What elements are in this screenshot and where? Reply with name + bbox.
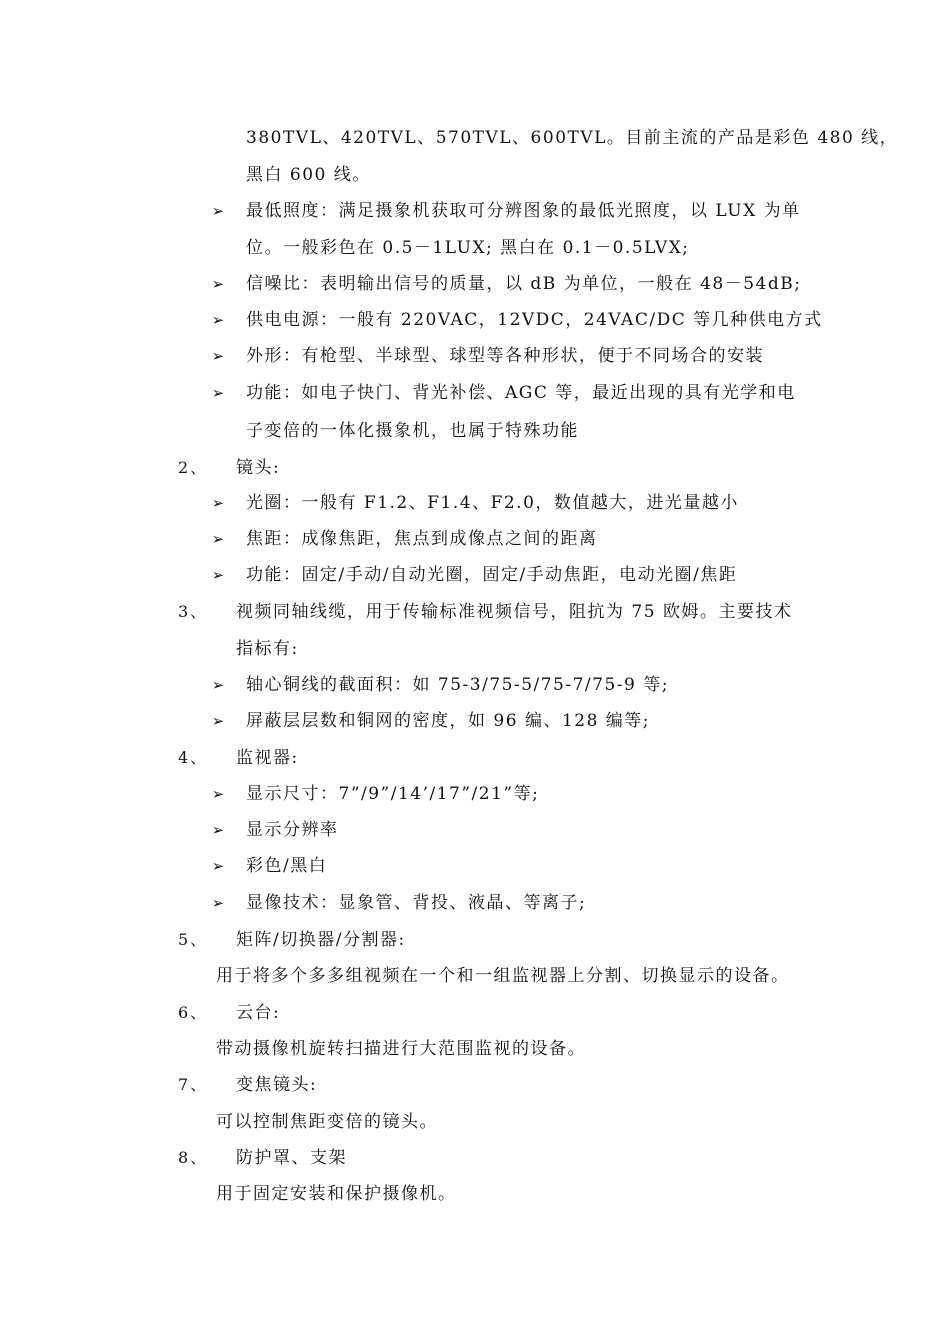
bullet-item-text: 轴心铜线的截面积：如 75-3/75-5/75-7/75-9 等; [246, 675, 669, 695]
bullet-item-text: 显示分辨率 [246, 820, 339, 840]
text-line: 指标有: [236, 639, 299, 659]
bullet-arrow-icon: ➢ [211, 202, 225, 220]
bullet-item-text: 显示尺寸：7”/9”/14’/17”/21”等; [246, 784, 540, 804]
text-line: 带动摄像机旋转扫描进行大范围监视的设备。 [216, 1039, 586, 1059]
list-number: 7、 [178, 1075, 209, 1094]
list-number: 5、 [178, 930, 209, 949]
bullet-arrow-icon: ➢ [211, 530, 225, 548]
bullet-item-text: 功能：固定/手动/自动光圈，固定/手动焦距，电动光圈/焦距 [246, 565, 738, 585]
bullet-arrow-icon: ➢ [211, 311, 225, 329]
section-heading: 变焦镜头: [236, 1075, 318, 1095]
bullet-arrow-icon: ➢ [211, 275, 225, 293]
text-line: 子变倍的一体化摄象机，也属于特殊功能 [246, 421, 579, 441]
bullet-arrow-icon: ➢ [211, 384, 225, 402]
text-line: 可以控制焦距变倍的镜头。 [216, 1112, 438, 1132]
list-number: 8、 [178, 1148, 209, 1167]
list-number: 4、 [178, 748, 209, 767]
text-line: 位。一般彩色在 0.5－1LUX; 黑白在 0.1－0.5LVX; [246, 238, 690, 258]
list-number: 3、 [178, 602, 209, 621]
text-line: 黑白 600 线。 [246, 165, 371, 185]
text-line: 用于固定安装和保护摄像机。 [216, 1184, 457, 1204]
text-line: 380TVL、420TVL、570TVL、600TVL。目前主流的产品是彩色 480 线， [246, 128, 899, 148]
bullet-arrow-icon: ➢ [211, 566, 225, 584]
text-line: 用于将多个多多组视频在一个和一组监视器上分割、切换显示的设备。 [216, 966, 790, 986]
bullet-arrow-icon: ➢ [211, 857, 225, 875]
bullet-arrow-icon: ➢ [211, 676, 225, 694]
bullet-arrow-icon: ➢ [211, 712, 225, 730]
bullet-item-text: 最低照度：满足摄象机获取可分辨图象的最低光照度，以 LUX 为单 [246, 201, 801, 221]
section-heading: 云台: [236, 1003, 281, 1023]
section-heading: 防护罩、支架 [236, 1148, 347, 1168]
bullet-arrow-icon: ➢ [211, 347, 225, 365]
section-heading: 镜头: [236, 458, 281, 478]
bullet-item-text: 供电电源：一般有 220VAC，12VDC，24VAC/DC 等几种供电方式 [246, 310, 823, 330]
bullet-item-text: 焦距：成像焦距，焦点到成像点之间的距离 [246, 529, 598, 549]
section-heading: 矩阵/切换器/分割器: [236, 930, 406, 950]
bullet-arrow-icon: ➢ [211, 785, 225, 803]
bullet-item-text: 外形：有枪型、半球型、球型等各种形状，便于不同场合的安装 [246, 346, 764, 366]
section-heading: 监视器: [236, 748, 299, 768]
bullet-arrow-icon: ➢ [211, 821, 225, 839]
bullet-item-text: 显像技术：显象管、背投、液晶、等离子; [246, 893, 587, 913]
bullet-item-text: 彩色/黑白 [246, 856, 328, 876]
bullet-item-text: 信噪比：表明输出信号的质量，以 dB 为单位，一般在 48－54dB; [246, 274, 802, 294]
list-number: 6、 [178, 1003, 209, 1022]
bullet-arrow-icon: ➢ [211, 894, 225, 912]
bullet-arrow-icon: ➢ [211, 494, 225, 512]
bullet-item-text: 光圈：一般有 F1.2、F1.4、F2.0，数值越大，进光量越小 [246, 493, 739, 513]
section-heading: 视频同轴线缆，用于传输标准视频信号，阻抗为 75 欧姆。主要技术 [236, 602, 793, 622]
bullet-item-text: 功能：如电子快门、背光补偿、AGC 等，最近出现的具有光学和电 [246, 383, 796, 403]
list-number: 2、 [178, 458, 209, 477]
bullet-item-text: 屏蔽层层数和铜网的密度，如 96 编、128 编等; [246, 711, 651, 731]
